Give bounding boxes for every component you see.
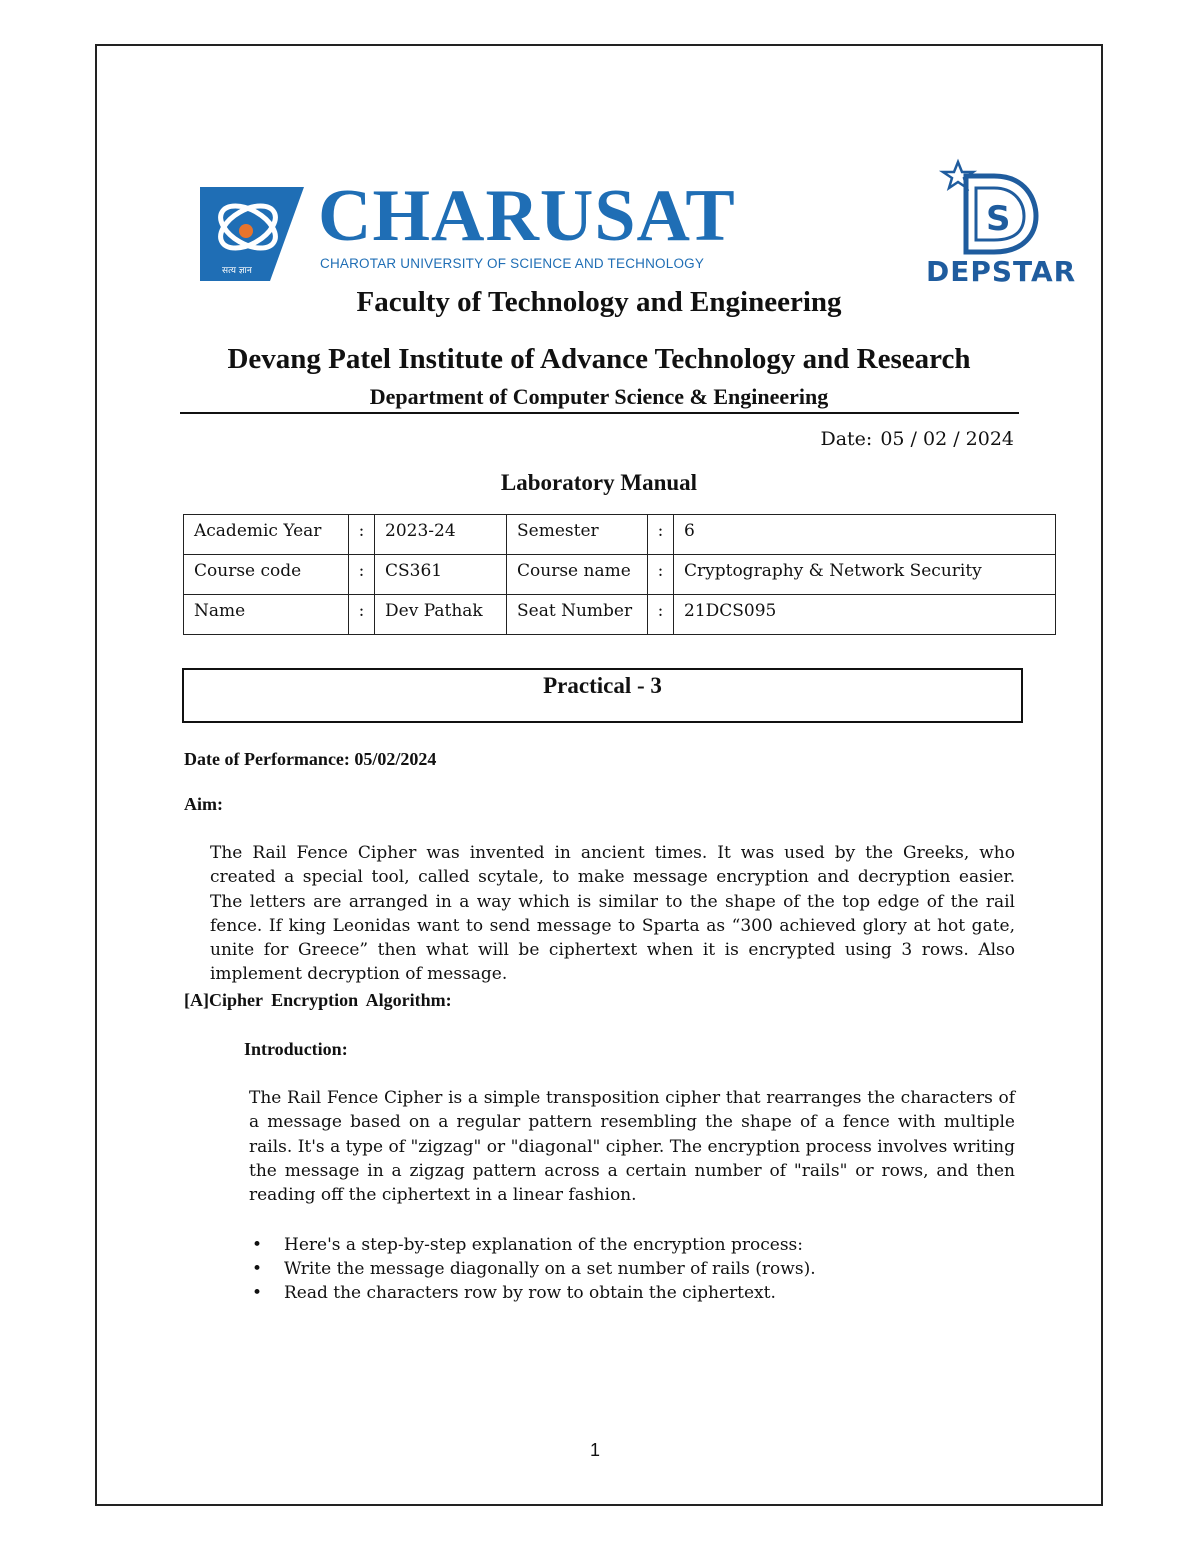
table-value: 2023-24 [375, 515, 507, 555]
date-line [812, 428, 1014, 450]
encryption-steps-list [249, 1233, 1019, 1305]
charusat-emblem-text: सत्य ज्ञान [222, 266, 252, 276]
bullet-icon: • [252, 1235, 263, 1255]
list-item-text: Write the message diagonally on a set number of rails (rows). [284, 1259, 816, 1279]
table-colon: : [648, 515, 674, 555]
table-value: 21DCS095 [674, 595, 1056, 635]
table-key: Academic Year [184, 515, 349, 555]
table-colon: : [648, 595, 674, 635]
institute-heading: Devang Patel Institute of Advance Technology and Research [227, 343, 971, 375]
table-key: Course code [184, 555, 349, 595]
charusat-wordmark: CHARUSAT [318, 175, 736, 257]
department-heading: Department of Computer Science & Engineering [369, 384, 829, 409]
table-key: Seat Number [507, 595, 648, 635]
date-value: 05 / 02 / 2024 [880, 428, 1014, 450]
table-value: 6 [674, 515, 1056, 555]
table-key: Semester [507, 515, 648, 555]
list-item-text: Here's a step-by-step explanation of the encryption process: [284, 1235, 804, 1255]
practical-title: Practical - 3 [182, 668, 1023, 723]
section-a-title: [A]Cipher Encryption Algorithm: [184, 990, 452, 1010]
introduction-text: The Rail Fence Cipher is a simple transposition cipher that rearranges the characters of a message based on a regular pattern resembling the shape of a fence with multiple rails. It's a type of "zigzag" or "diagonal" cipher. The encryption process involves writing the message in a zigzag pattern across a certain number of "rails" or rows, and then reading off the ciphertext in a linear fashion. [249, 1088, 1015, 1206]
introduction-label: Introduction: [244, 1039, 348, 1059]
page-number: 1 [590, 1440, 601, 1460]
aim-label: Aim: [184, 794, 223, 814]
table-value: Cryptography & Network Security [674, 555, 1056, 595]
table-colon: : [349, 595, 375, 635]
depstar-wordmark: DEPSTAR [926, 255, 1077, 288]
table-colon: : [349, 555, 375, 595]
date-of-performance: Date of Performance: 05/02/2024 [184, 749, 437, 769]
table-colon: : [349, 515, 375, 555]
table-value: CS361 [375, 555, 507, 595]
date-label: Date: [820, 428, 873, 450]
list-item [249, 1257, 1019, 1281]
bullet-icon: • [252, 1259, 263, 1279]
charusat-emblem-icon [200, 187, 304, 281]
manual-title: Laboratory Manual [500, 470, 698, 495]
faculty-heading: Faculty of Technology and Engineering [356, 286, 842, 318]
table-row [184, 515, 1056, 555]
svg-text:S: S [986, 199, 1011, 239]
table-row [184, 555, 1056, 595]
table-value: Dev Pathak [375, 595, 507, 635]
depstar-logo [924, 158, 1077, 288]
table-key: Course name [507, 555, 648, 595]
list-item-text: Read the characters row by row to obtain the ciphertext. [284, 1283, 776, 1303]
aim-text: The Rail Fence Cipher was invented in ancient times. It was used by the Greeks, who created a special tool, called scytale, to make message encryption and decryption easier. The letters are arranged in a way which is similar to the shape of the top edge of the rail fence. If king Leonidas want to send message to Sparta as “300 achieved glory at hot gate, unite for Greece” then what will be ciphertext when it is encrypted using 3 rows. Also implement decryption of message. [210, 843, 1015, 985]
list-item [249, 1233, 1019, 1257]
depstar-emblem-icon [924, 158, 1056, 258]
charusat-logo [200, 175, 736, 281]
charusat-subtitle: CHAROTAR UNIVERSITY OF SCIENCE AND TECHNOLOGY [320, 256, 705, 271]
course-info-table [183, 514, 1056, 635]
table-key: Name [184, 595, 349, 635]
list-item [249, 1281, 1019, 1305]
bullet-icon: • [252, 1283, 263, 1303]
table-colon: : [648, 555, 674, 595]
table-row [184, 595, 1056, 635]
header-divider [180, 412, 1019, 414]
